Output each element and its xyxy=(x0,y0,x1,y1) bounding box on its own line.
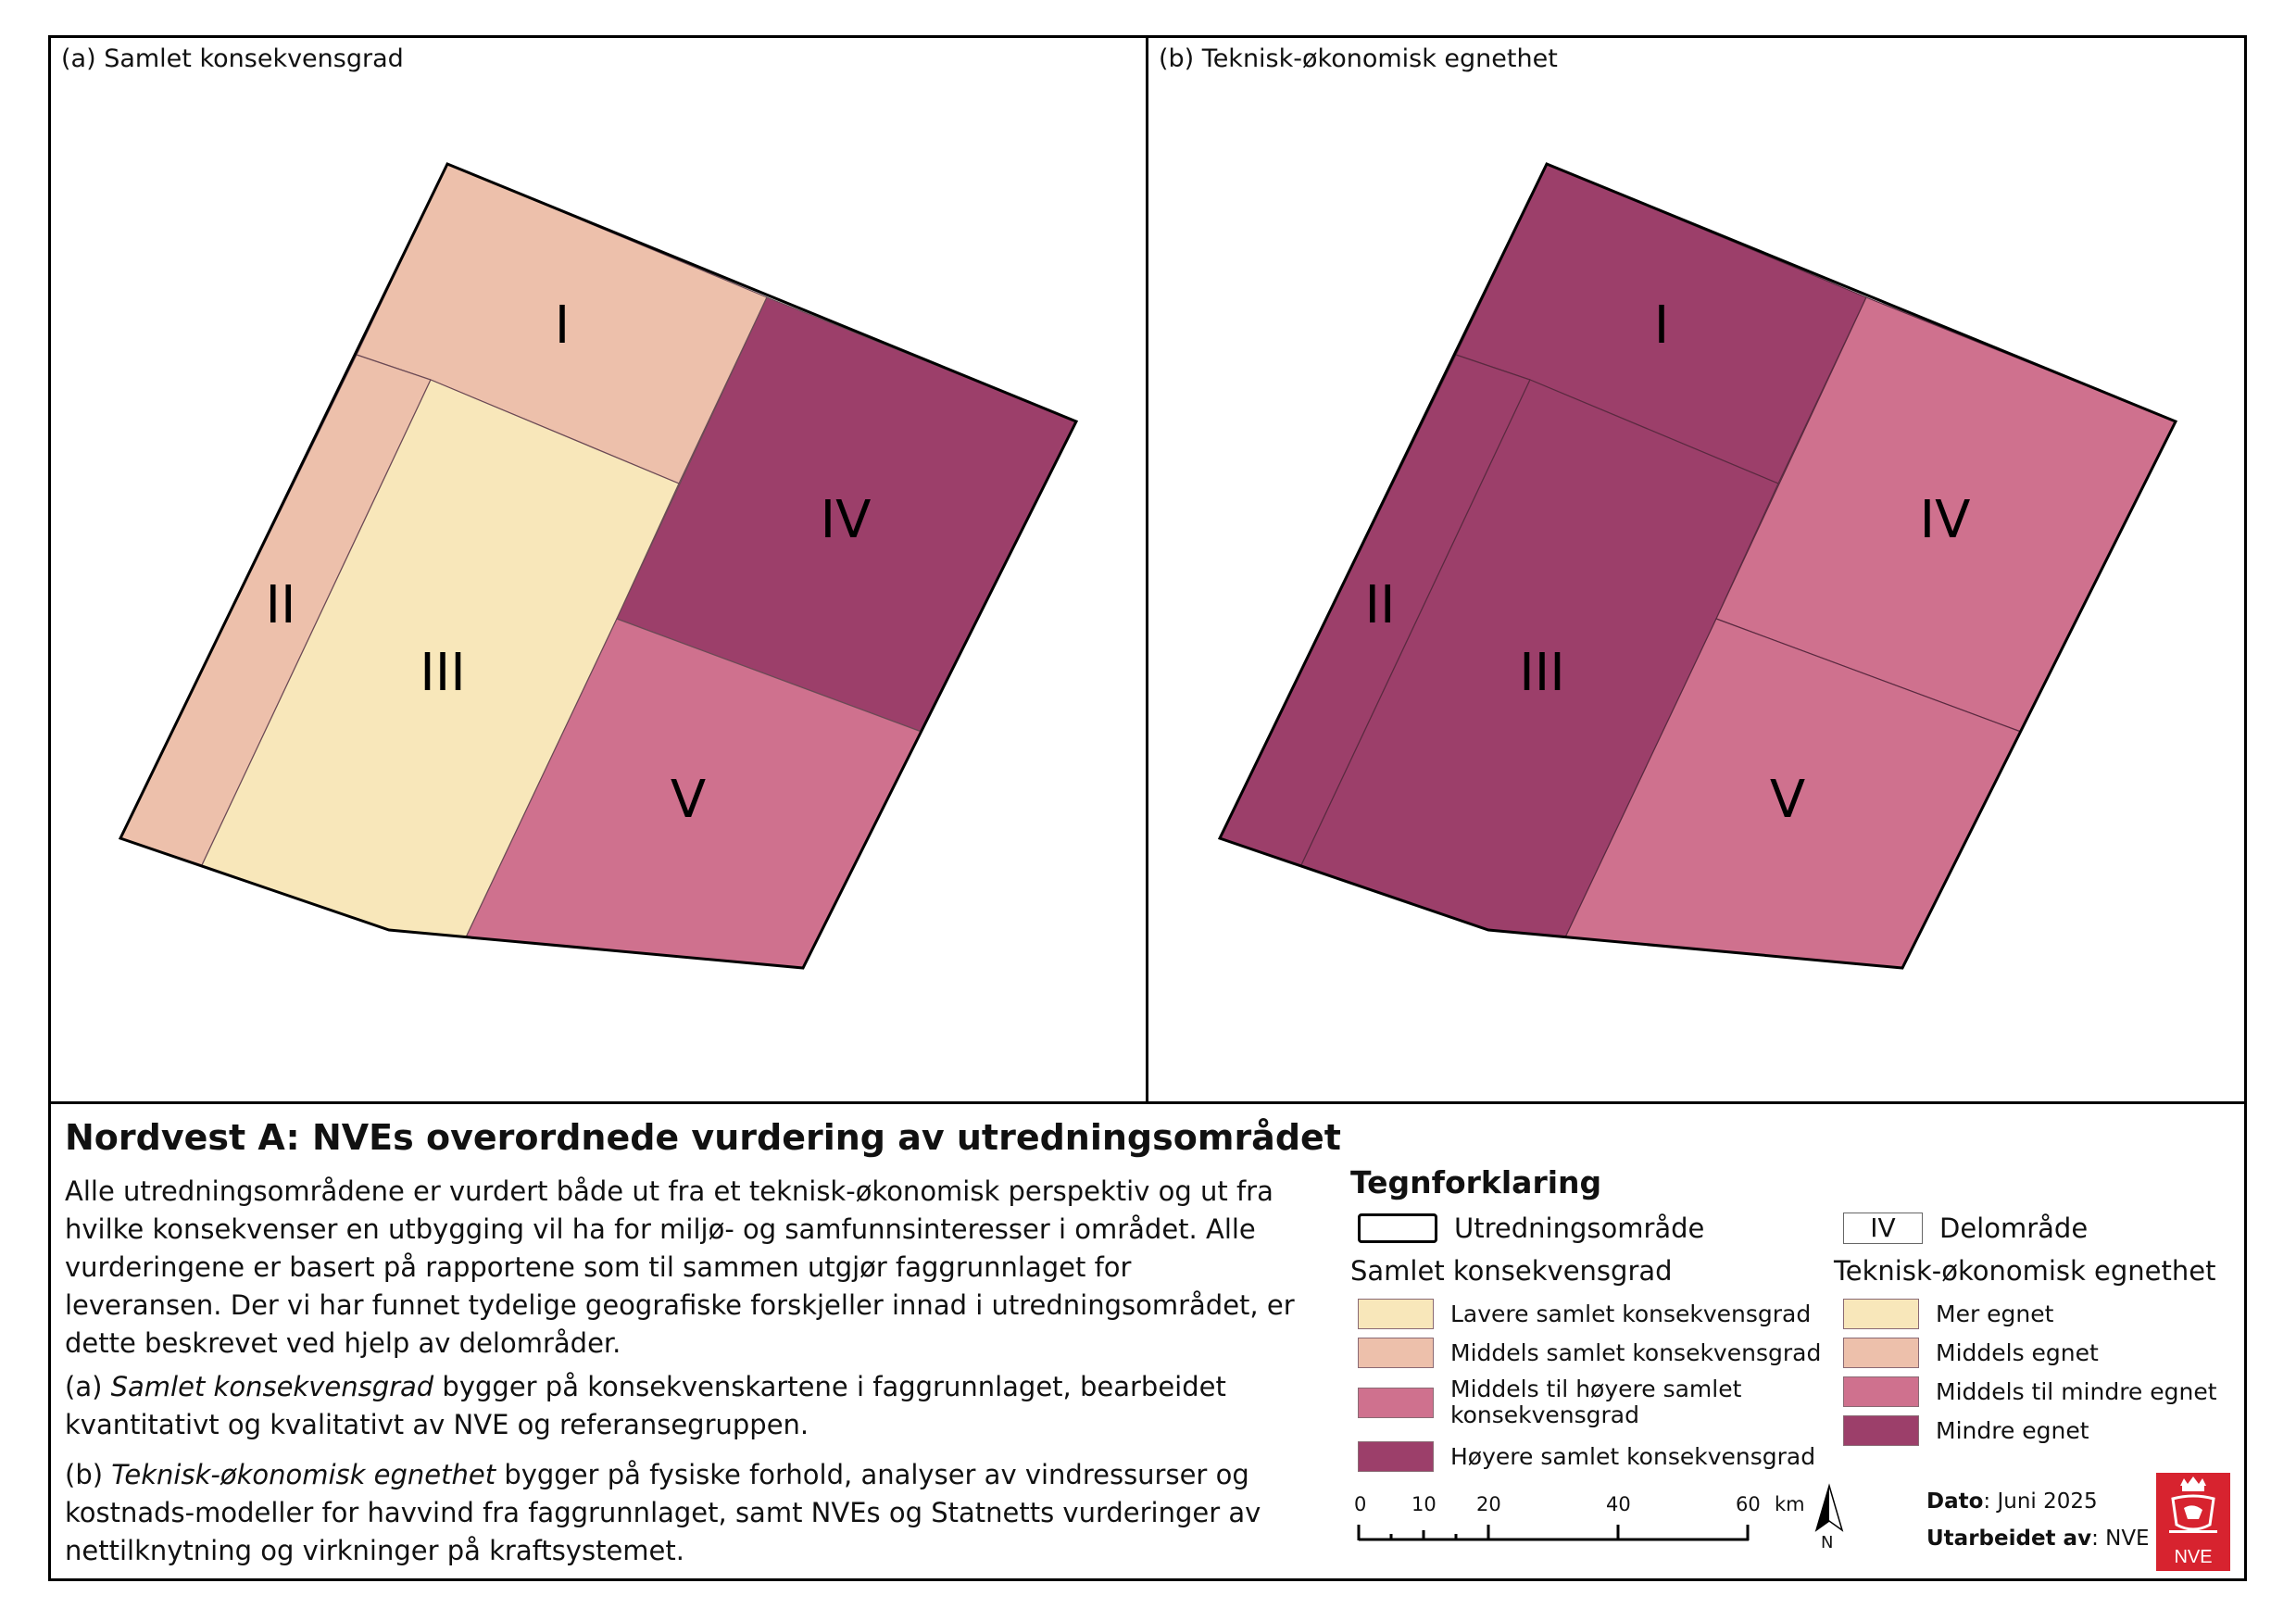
legend-swatch xyxy=(1843,1338,1919,1368)
legend-suitability-item xyxy=(1843,1415,2089,1446)
description-paragraph-1 xyxy=(65,1173,1297,1363)
nve-logo xyxy=(2156,1473,2230,1571)
legend-swatch xyxy=(1843,1415,1919,1446)
desc3-rest: bygger på fysiske forhold, analyser av vindressurser og kostnads-modeller for havvind fra faggrunnlaget, samt NVEs og Statnetts vurderinger av nettilknytning og virkninger på kraftsystemet. xyxy=(65,1459,1261,1566)
zone-a-III-label: III xyxy=(420,643,466,703)
legend-consequence-item xyxy=(1358,1376,1821,1428)
date-text xyxy=(1926,1489,2098,1514)
scale-bar xyxy=(1352,1519,1760,1547)
legend-suitability-heading: Teknisk-økonomisk egnethet xyxy=(1834,1255,2216,1287)
legend-subarea xyxy=(1843,1213,2088,1244)
scale-tick-40: 40 xyxy=(1606,1493,1631,1515)
date-label: Dato xyxy=(1926,1489,1984,1514)
zone-b-III-label: III xyxy=(1519,643,1565,703)
legend-title: Tegnforklaring xyxy=(1350,1164,1602,1200)
legend-study-area xyxy=(1358,1213,1704,1243)
panel-a-map xyxy=(0,0,1148,1102)
legend-consequence-item xyxy=(1358,1338,1821,1368)
scale-tick-10: 10 xyxy=(1411,1493,1437,1515)
legend-consequence-item xyxy=(1358,1441,1815,1472)
desc3-prefix: (b) xyxy=(65,1459,112,1490)
legend-consequence-label-2: Middels samlet konsekvensgrad xyxy=(1450,1338,1822,1366)
author-value: : NVE xyxy=(2091,1527,2150,1551)
subarea-swatch: IV xyxy=(1843,1213,1923,1244)
author-text xyxy=(1926,1527,2150,1551)
desc2-prefix: (a) xyxy=(65,1371,111,1402)
scale-tick-20: 20 xyxy=(1476,1493,1501,1515)
legend-suitability-label-4: Mindre egnet xyxy=(1936,1416,2089,1444)
legend-swatch xyxy=(1358,1299,1434,1329)
date-value: : Juni 2025 xyxy=(1983,1489,2098,1514)
zone-b-II-label: II xyxy=(1364,575,1396,635)
legend-consequence-label-3: Middels til høyere samlet konsekvensgrad xyxy=(1450,1376,1742,1428)
legend-study-area-label: Utredningsområde xyxy=(1454,1213,1705,1244)
legend-suitability-item xyxy=(1843,1376,2217,1407)
legend-swatch xyxy=(1358,1441,1434,1472)
scale-tick-0: 0 xyxy=(1354,1493,1367,1515)
scale-tick-60: 60 xyxy=(1736,1493,1761,1515)
legend-consequence-item xyxy=(1358,1299,1811,1329)
author-label: Utarbeidet av xyxy=(1926,1527,2092,1551)
legend-consequence-label-1: Lavere samlet konsekvensgrad xyxy=(1450,1300,1812,1327)
page-title: Nordvest A: NVEs overordnede vurdering av utredningsområdet xyxy=(65,1117,1341,1158)
desc2-rest: bygger på konsekvenskartene i faggrunnlaget, bearbeidet kvantitativt og kvalitativt av NVE og referansegruppen. xyxy=(65,1371,1226,1440)
description-paragraph-2 xyxy=(65,1368,1297,1444)
legend-suitability-label-2: Middels egnet xyxy=(1936,1338,2099,1366)
legend-subarea-label: Delområde xyxy=(1939,1213,2089,1244)
nve-logo-text: NVE xyxy=(2174,1547,2213,1567)
zone-a-V-label: V xyxy=(670,770,707,830)
description-paragraph-3 xyxy=(65,1456,1297,1570)
legend-swatch xyxy=(1843,1299,1919,1329)
scale-unit: km xyxy=(1775,1493,1805,1515)
legend-suitability-item xyxy=(1843,1299,2053,1329)
desc2-emphasis: Samlet konsekvensgrad xyxy=(110,1371,434,1402)
panel-b-map xyxy=(1099,0,2248,1102)
legend-suitability-label-1: Mer egnet xyxy=(1936,1300,2054,1327)
description-text-1: Alle utredningsområdene er vurdert både ut fra et teknisk-økonomisk perspektiv og ut fra hvilke konsekvenser en utbygging vil ha for miljø- og samfunnsinteresser i området. Alle vurderingene er basert på rapportene som til sammen utgjør faggrunnlaget for leveransen. Der vi har funnet tydelige geografiske forskjeller innad i utredningsområdet, er dette beskrevet ved hjelp av delområder. xyxy=(65,1175,1295,1359)
legend-suitability-item xyxy=(1843,1338,2099,1368)
legend-swatch xyxy=(1843,1376,1919,1407)
legend-consequence-label-4: Høyere samlet konsekvensgrad xyxy=(1450,1442,1816,1470)
panel-a-title: (a) Samlet konsekvensgrad xyxy=(61,44,404,73)
zone-a-II-label: II xyxy=(265,575,296,635)
zone-b-V-label: V xyxy=(1769,770,1806,830)
zone-a-I-label: I xyxy=(554,295,571,356)
desc3-emphasis: Teknisk-økonomisk egnethet xyxy=(111,1459,496,1490)
zone-b-I-label: I xyxy=(1653,295,1670,356)
study-area-swatch xyxy=(1358,1213,1437,1243)
legend-swatch xyxy=(1358,1388,1434,1418)
north-arrow-label: N xyxy=(1821,1533,1834,1552)
nve-crest-icon xyxy=(2156,1473,2230,1547)
panel-b-title: (b) Teknisk-økonomisk egnethet xyxy=(1159,44,1558,73)
zone-a-IV-label: IV xyxy=(820,490,872,550)
legend-suitability-label-3: Middels til mindre egnet xyxy=(1936,1377,2217,1405)
zone-b-IV-label: IV xyxy=(1919,490,1971,550)
legend-swatch xyxy=(1358,1338,1434,1368)
legend-consequence-heading: Samlet konsekvensgrad xyxy=(1350,1255,1673,1287)
